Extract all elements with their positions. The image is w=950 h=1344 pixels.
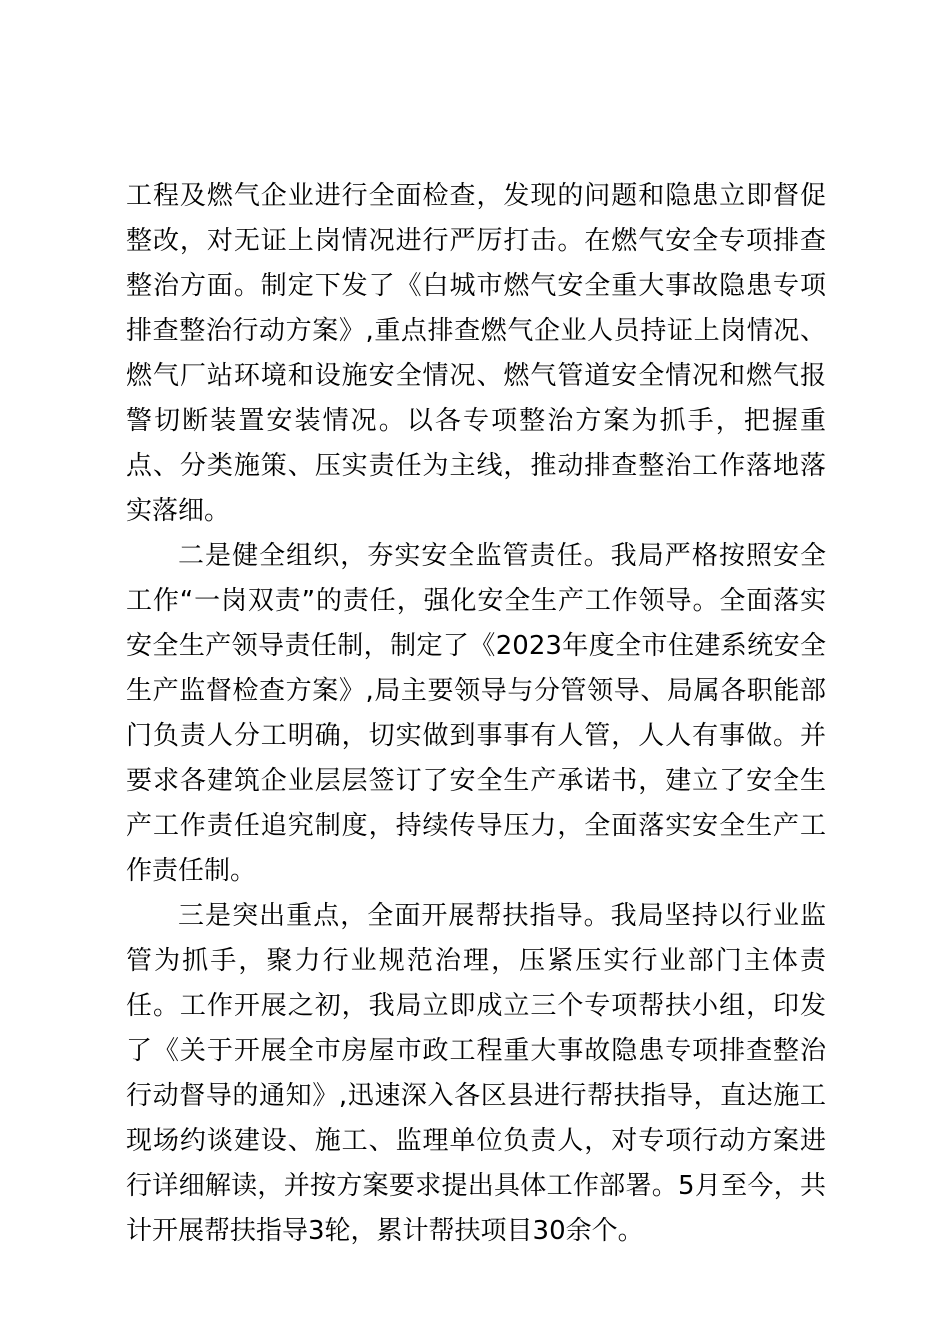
paragraph-organization: 二是健全组织，夯实安全监管责任。我局严格按照安全工作“一岗双责”的责任，强化安全生产工作领导。全面落实安全生产领导责任制，制定了《2023年度全市住建系统安全生产监督检查方案》,局主要领导与分管领导、局属各职能部门负责人分工明确，切实做到事事有人管，人人有事做。并要求各建筑企业层层签订了安全生产承诺书，建立了安全生产工作责任追究制度，持续传导压力，全面落实安全生产工作责任制。 [126, 541, 826, 886]
paragraph-continuation: 工程及燃气企业进行全面检查，发现的问题和隐患立即督促整改，对无证上岗情况进行严厉打击。在燃气安全专项排查整治方面。制定下发了《白城市燃气安全重大事故隐患专项排查整治行动方案》,重点排查燃气企业人员持证上岗情况、燃气厂站环境和设施安全情况、燃气管道安全情况和燃气报警切断装置安装情况。以各专项整治方案为抓手，把握重点、分类施策、压实责任为主线，推动排查整治工作落地落实落细。 [126, 181, 826, 526]
document-body [126, 174, 826, 1254]
paragraph-guidance: 三是突出重点，全面开展帮扶指导。我局坚持以行业监管为抓手，聚力行业规范治理，压紧压实行业部门主体责任。工作开展之初，我局立即成立三个专项帮扶小组，印发了《关于开展全市房屋市政工程重大事故隐患专项排查整治行动督导的通知》,迅速深入各区县进行帮扶指导，直达施工现场约谈建设、施工、监理单位负责人，对专项行动方案进行详细解读，并按方案要求提出具体工作部署。5月至今，共计开展帮扶指导3轮，累计帮扶项目30余个。 [126, 901, 826, 1246]
